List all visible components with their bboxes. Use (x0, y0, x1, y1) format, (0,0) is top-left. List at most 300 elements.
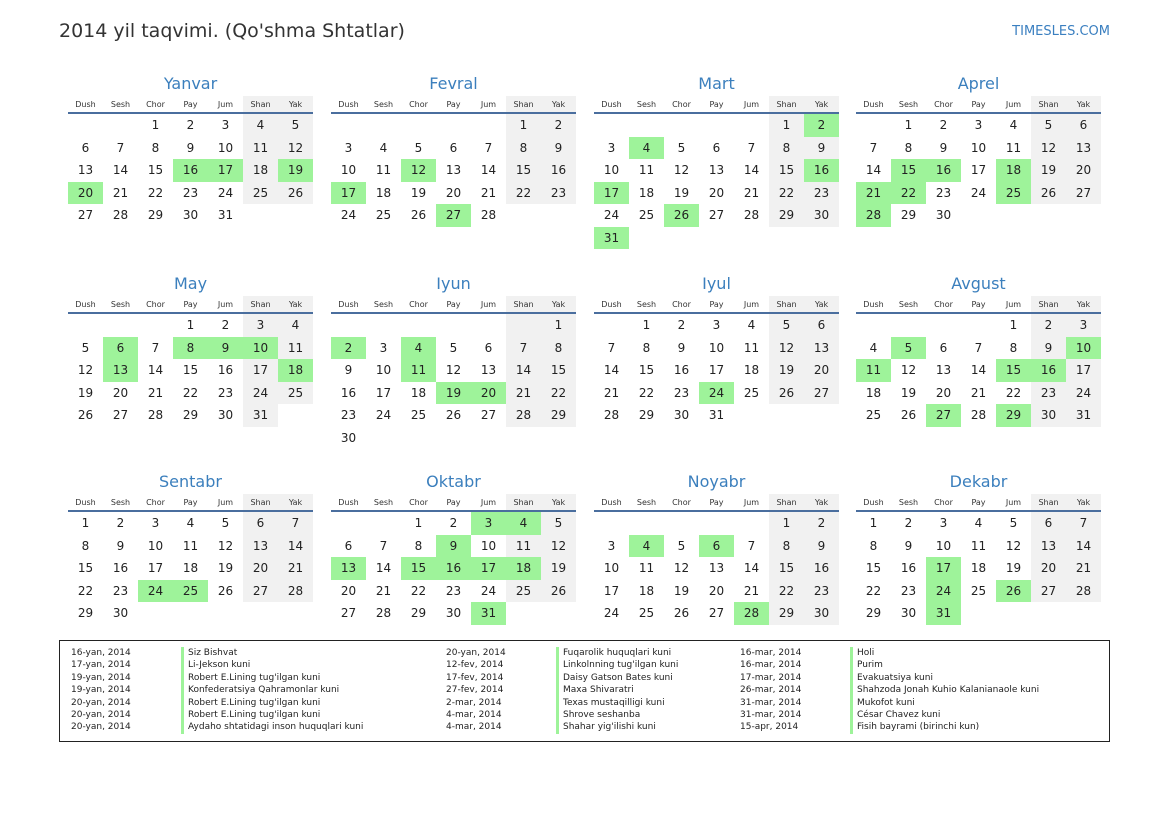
holiday-date: 31-mar, 2014 (740, 709, 802, 720)
day-cell: 28 (278, 580, 313, 603)
day-cell: 19 (77, 385, 94, 400)
day-cell: 25 (243, 182, 278, 205)
day-cell: 17 (243, 359, 278, 382)
day-cell: 30 (804, 204, 839, 227)
day-cell: 8 (506, 137, 541, 160)
day-cell: 2 (449, 516, 458, 530)
day-cell: 25 (278, 382, 313, 405)
day-cell: 27 (926, 404, 961, 427)
day-cell: 3 (151, 516, 160, 530)
weekday-label: Dush (75, 498, 96, 507)
weekday-label: Sesh (373, 100, 394, 109)
day-cell: 5 (541, 512, 576, 535)
day-cell: 5 (414, 140, 423, 155)
holiday-name: Holi (850, 647, 874, 659)
day-cell: 23 (445, 583, 462, 598)
weekday-label: Chor (934, 498, 953, 507)
day-cell: 5 (677, 538, 686, 553)
holiday-date: 17-mar, 2014 (740, 672, 802, 683)
holiday-name: Robert E.Lining tug'ilgan kuni (181, 672, 320, 684)
holiday-name: Fuqarolik huquqlari kuni (556, 647, 671, 659)
day-cell: 24 (603, 606, 620, 620)
day-cell: 15 (182, 363, 199, 377)
day-cell: 25 (996, 182, 1031, 205)
day-cell: 7 (974, 340, 983, 355)
day-cell: 23 (217, 385, 234, 400)
day-cell: 3 (344, 140, 353, 155)
day-empty (734, 114, 769, 137)
day-cell: 31 (1066, 404, 1101, 427)
weekday-header (331, 296, 576, 314)
weekday-label: Sesh (373, 300, 394, 309)
day-empty (278, 602, 313, 625)
weekday-label: Pay (709, 100, 724, 109)
day-cell: 16 (340, 385, 357, 400)
holiday-name: Shrove seshanba (556, 709, 640, 721)
day-cell: 21 (278, 557, 313, 580)
day-cell: 22 (506, 182, 541, 205)
day-empty (926, 314, 961, 337)
day-cell: 11 (743, 340, 760, 355)
day-empty (103, 114, 138, 137)
day-cell: 7 (484, 140, 493, 155)
day-cell: 23 (804, 182, 839, 205)
day-cell: 26 (445, 408, 462, 422)
weekday-label: Yak (1066, 296, 1101, 312)
day-cell: 2 (221, 318, 230, 332)
holiday-row (60, 709, 363, 721)
day-cell: 21 (112, 185, 129, 200)
weekday-label: Shan (1031, 96, 1066, 112)
day-cell: 25 (865, 408, 882, 422)
day-cell: 11 (401, 359, 436, 382)
day-cell: 4 (974, 516, 983, 530)
day-empty (541, 427, 576, 450)
day-cell: 14 (147, 363, 164, 377)
weekday-header (68, 96, 313, 114)
day-cell: 15 (769, 557, 804, 580)
day-cell: 15 (541, 359, 576, 382)
day-cell: 9 (904, 538, 913, 553)
weekday-label: Sesh (898, 498, 919, 507)
day-cell: 22 (1005, 385, 1022, 400)
day-cell: 19 (217, 561, 234, 575)
month-name: Iyul (702, 274, 731, 293)
day-cell: 18 (865, 385, 882, 400)
weekday-label: Dush (75, 100, 96, 109)
day-cell: 7 (506, 337, 541, 360)
day-cell: 15 (506, 159, 541, 182)
day-cell: 19 (673, 185, 690, 200)
day-cell: 11 (375, 163, 392, 177)
day-cell: 25 (970, 583, 987, 598)
day-cell: 22 (769, 182, 804, 205)
weekday-header (856, 96, 1101, 114)
day-empty (68, 314, 103, 337)
day-cell: 20 (445, 185, 462, 200)
day-cell: 27 (77, 208, 94, 222)
day-empty (278, 204, 313, 227)
day-cell: 17 (147, 561, 164, 575)
day-cell: 23 (900, 583, 917, 598)
day-cell: 6 (804, 314, 839, 337)
weekday-label: Pay (446, 100, 461, 109)
weekday-label: Yak (1066, 494, 1101, 510)
day-cell: 9 (344, 363, 353, 377)
day-cell: 5 (1031, 114, 1066, 137)
day-cell: 12 (77, 363, 94, 377)
page-title: 2014 yil taqvimi. (Qo'shma Shtatlar) (59, 20, 405, 42)
day-cell: 12 (1031, 137, 1066, 160)
day-cell: 12 (673, 163, 690, 177)
day-cell: 11 (243, 137, 278, 160)
day-cell: 3 (939, 516, 948, 530)
day-cell: 27 (804, 382, 839, 405)
day-cell: 20 (243, 557, 278, 580)
day-cell: 13 (243, 535, 278, 558)
weekday-label: Chor (409, 498, 428, 507)
month-sentabr (68, 470, 313, 625)
day-cell: 9 (116, 538, 125, 553)
day-cell: 1 (1009, 318, 1018, 332)
day-cell: 15 (891, 159, 926, 182)
holiday-name: Texas mustaqilligi kuni (556, 697, 665, 709)
day-cell: 5 (677, 140, 686, 155)
day-empty (471, 314, 506, 337)
day-cell: 25 (375, 208, 392, 222)
day-cell: 29 (769, 602, 804, 625)
day-cell: 2 (804, 114, 839, 137)
day-cell: 23 (1031, 382, 1066, 405)
day-cell: 17 (331, 182, 366, 205)
day-cell: 26 (900, 408, 917, 422)
day-empty (594, 314, 629, 337)
day-cell: 23 (541, 182, 576, 205)
day-cell: 15 (147, 163, 164, 177)
day-cell: 8 (414, 538, 423, 553)
day-empty (769, 404, 804, 427)
day-cell: 23 (804, 580, 839, 603)
day-cell: 17 (1066, 359, 1101, 382)
day-grid (856, 114, 1101, 227)
month-avgust (856, 272, 1101, 427)
day-cell: 6 (243, 512, 278, 535)
day-empty (1066, 602, 1101, 625)
day-cell: 10 (480, 538, 497, 553)
weekday-label: Shan (1031, 296, 1066, 312)
day-empty (138, 314, 173, 337)
day-cell: 6 (81, 140, 90, 155)
day-cell: 24 (1066, 382, 1101, 405)
day-cell: 30 (217, 408, 234, 422)
holiday-name: Konfederatsiya Qahramonlar kuni (181, 684, 339, 696)
day-cell: 31 (926, 602, 961, 625)
day-empty (436, 314, 471, 337)
day-empty (594, 512, 629, 535)
day-cell: 29 (638, 408, 655, 422)
day-cell: 13 (445, 163, 462, 177)
day-cell: 22 (147, 185, 164, 200)
month-name: Yanvar (163, 74, 218, 93)
weekday-label: Chor (409, 100, 428, 109)
weekday-label: Pay (709, 498, 724, 507)
day-empty (1031, 204, 1066, 227)
day-cell: 10 (217, 140, 234, 155)
day-cell: 16 (804, 159, 839, 182)
day-cell: 20 (112, 385, 129, 400)
day-cell: 10 (603, 163, 620, 177)
month-may (68, 272, 313, 427)
day-cell: 29 (410, 606, 427, 620)
day-empty (629, 512, 664, 535)
day-cell: 23 (340, 408, 357, 422)
day-cell: 30 (1031, 404, 1066, 427)
weekday-label: Sesh (110, 498, 131, 507)
day-cell: 15 (769, 159, 804, 182)
day-cell: 1 (186, 318, 195, 332)
month-name: Noyabr (687, 472, 746, 491)
day-grid (331, 114, 576, 227)
day-cell: 22 (182, 385, 199, 400)
day-cell: 30 (900, 606, 917, 620)
day-cell: 10 (243, 337, 278, 360)
day-cell: 25 (410, 408, 427, 422)
holiday-name: Linkolnning tug'ilgan kuni (556, 659, 678, 671)
day-cell: 5 (278, 114, 313, 137)
weekday-label: Shan (506, 296, 541, 312)
day-cell: 8 (869, 538, 878, 553)
day-empty (734, 404, 769, 427)
day-cell: 21 (480, 185, 497, 200)
day-cell: 12 (900, 363, 917, 377)
day-cell: 15 (77, 561, 94, 575)
day-cell: 6 (699, 535, 734, 558)
weekday-label: Sesh (898, 300, 919, 309)
weekday-label: Chor (672, 100, 691, 109)
holiday-date: 15-apr, 2014 (740, 722, 799, 733)
weekday-label: Dush (863, 498, 884, 507)
weekday-header (594, 494, 839, 512)
day-cell: 26 (1031, 182, 1066, 205)
weekday-header (68, 296, 313, 314)
day-cell: 1 (541, 314, 576, 337)
day-cell: 26 (996, 580, 1031, 603)
day-empty (471, 114, 506, 137)
day-empty (208, 602, 243, 625)
day-empty (699, 512, 734, 535)
weekday-label: Yak (541, 96, 576, 112)
month-name: Iyun (436, 274, 471, 293)
day-cell: 11 (506, 535, 541, 558)
day-cell: 29 (182, 408, 199, 422)
day-cell: 18 (182, 561, 199, 575)
day-cell: 27 (243, 580, 278, 603)
day-cell: 22 (891, 182, 926, 205)
day-cell: 17 (970, 163, 987, 177)
month-name: Dekabr (949, 472, 1008, 491)
holiday-date: 31-mar, 2014 (740, 697, 802, 708)
month-name: Avgust (951, 274, 1006, 293)
month-dekabr (856, 470, 1101, 625)
weekday-label: Pay (183, 300, 198, 309)
day-cell: 28 (743, 208, 760, 222)
weekday-label: Yak (804, 96, 839, 112)
day-cell: 20 (68, 182, 103, 205)
day-cell: 21 (856, 182, 891, 205)
day-cell: 26 (664, 204, 699, 227)
weekday-header (331, 96, 576, 114)
month-iyul (594, 272, 839, 427)
day-cell: 20 (804, 359, 839, 382)
weekday-label: Jum (1005, 100, 1022, 109)
day-cell: 13 (77, 163, 94, 177)
day-cell: 29 (147, 208, 164, 222)
day-empty (856, 314, 891, 337)
weekday-label: Chor (672, 498, 691, 507)
day-cell: 20 (1066, 159, 1101, 182)
holiday-name: Purim (850, 659, 883, 671)
day-cell: 18 (506, 557, 541, 580)
day-cell: 9 (186, 140, 195, 155)
day-empty (331, 114, 366, 137)
day-cell: 14 (603, 363, 620, 377)
weekday-label: Jum (743, 300, 760, 309)
day-cell: 4 (506, 512, 541, 535)
holiday-row (60, 647, 363, 659)
day-cell: 28 (970, 408, 987, 422)
day-cell: 4 (629, 535, 664, 558)
holiday-row (435, 684, 678, 696)
day-empty (594, 114, 629, 137)
day-cell: 21 (970, 385, 987, 400)
day-cell: 7 (1066, 512, 1101, 535)
day-cell: 21 (743, 185, 760, 200)
day-empty (856, 114, 891, 137)
day-empty (996, 204, 1031, 227)
weekday-label: Shan (769, 96, 804, 112)
day-cell: 22 (638, 385, 655, 400)
day-grid (594, 314, 839, 427)
day-cell: 9 (804, 137, 839, 160)
day-cell: 26 (410, 208, 427, 222)
day-cell: 7 (379, 538, 388, 553)
day-cell: 28 (375, 606, 392, 620)
day-cell: 22 (410, 583, 427, 598)
day-cell: 28 (734, 602, 769, 625)
day-cell: 31 (243, 404, 278, 427)
day-cell: 2 (116, 516, 125, 530)
day-cell: 4 (186, 516, 195, 530)
day-cell: 14 (970, 363, 987, 377)
day-cell: 26 (541, 580, 576, 603)
day-cell: 21 (743, 583, 760, 598)
day-cell: 20 (1031, 557, 1066, 580)
day-cell: 24 (970, 185, 987, 200)
day-cell: 25 (173, 580, 208, 603)
site-link[interactable]: TIMESLES.COM (1012, 24, 1110, 39)
weekday-label: Dush (601, 300, 622, 309)
month-name: Sentabr (159, 472, 222, 491)
weekday-label: Chor (146, 300, 165, 309)
day-empty (629, 114, 664, 137)
day-cell: 29 (900, 208, 917, 222)
weekday-label: Dush (863, 100, 884, 109)
day-empty (401, 314, 436, 337)
day-cell: 30 (445, 606, 462, 620)
month-aprel (856, 72, 1101, 227)
weekday-label: Shan (769, 494, 804, 510)
day-cell: 8 (904, 140, 913, 155)
holiday-name: Aydaho shtatidagi inson huquqlari kuni (181, 721, 363, 733)
day-cell: 1 (869, 516, 878, 530)
day-empty (331, 512, 366, 535)
day-empty (506, 427, 541, 450)
weekday-label: Pay (971, 498, 986, 507)
day-cell: 12 (217, 538, 234, 553)
day-cell: 1 (81, 516, 90, 530)
day-cell: 27 (112, 408, 129, 422)
day-cell: 19 (436, 382, 471, 405)
day-cell: 1 (769, 114, 804, 137)
day-empty (243, 602, 278, 625)
weekday-label: Shan (506, 494, 541, 510)
holiday-date: 12-fev, 2014 (446, 660, 504, 671)
weekday-label: Jum (480, 498, 497, 507)
weekday-label: Sesh (373, 498, 394, 507)
weekday-label: Pay (709, 300, 724, 309)
day-empty (699, 114, 734, 137)
day-cell: 21 (147, 385, 164, 400)
day-cell: 4 (379, 140, 388, 155)
weekday-label: Dush (601, 498, 622, 507)
day-cell: 2 (186, 118, 195, 132)
day-cell: 9 (1031, 337, 1066, 360)
day-cell: 25 (506, 580, 541, 603)
day-cell: 24 (340, 208, 357, 222)
day-cell: 23 (673, 385, 690, 400)
day-cell: 3 (379, 340, 388, 355)
day-cell: 28 (112, 208, 129, 222)
weekday-label: Jum (743, 100, 760, 109)
day-cell: 20 (708, 583, 725, 598)
month-name: May (173, 274, 208, 293)
holiday-date: 20-yan, 2014 (446, 648, 506, 658)
day-cell: 2 (677, 318, 686, 332)
month-iyun (331, 272, 576, 449)
holiday-date: 20-yan, 2014 (71, 697, 131, 708)
weekday-label: Dush (338, 100, 359, 109)
holiday-name: César Chavez kuni (850, 709, 940, 721)
day-cell: 19 (769, 359, 804, 382)
weekday-label: Shan (506, 96, 541, 112)
day-cell: 4 (243, 114, 278, 137)
day-cell: 16 (436, 557, 471, 580)
day-cell: 21 (603, 385, 620, 400)
day-empty (734, 227, 769, 250)
day-empty (891, 314, 926, 337)
weekday-label: Shan (769, 296, 804, 312)
day-cell: 22 (541, 382, 576, 405)
day-cell: 17 (603, 583, 620, 598)
weekday-label: Shan (1031, 494, 1066, 510)
holiday-row (60, 721, 363, 733)
day-cell: 14 (375, 561, 392, 575)
day-cell: 10 (970, 140, 987, 155)
weekday-label: Chor (146, 498, 165, 507)
holiday-date: 27-fev, 2014 (446, 685, 504, 696)
day-cell: 27 (436, 204, 471, 227)
holiday-row (60, 697, 363, 709)
